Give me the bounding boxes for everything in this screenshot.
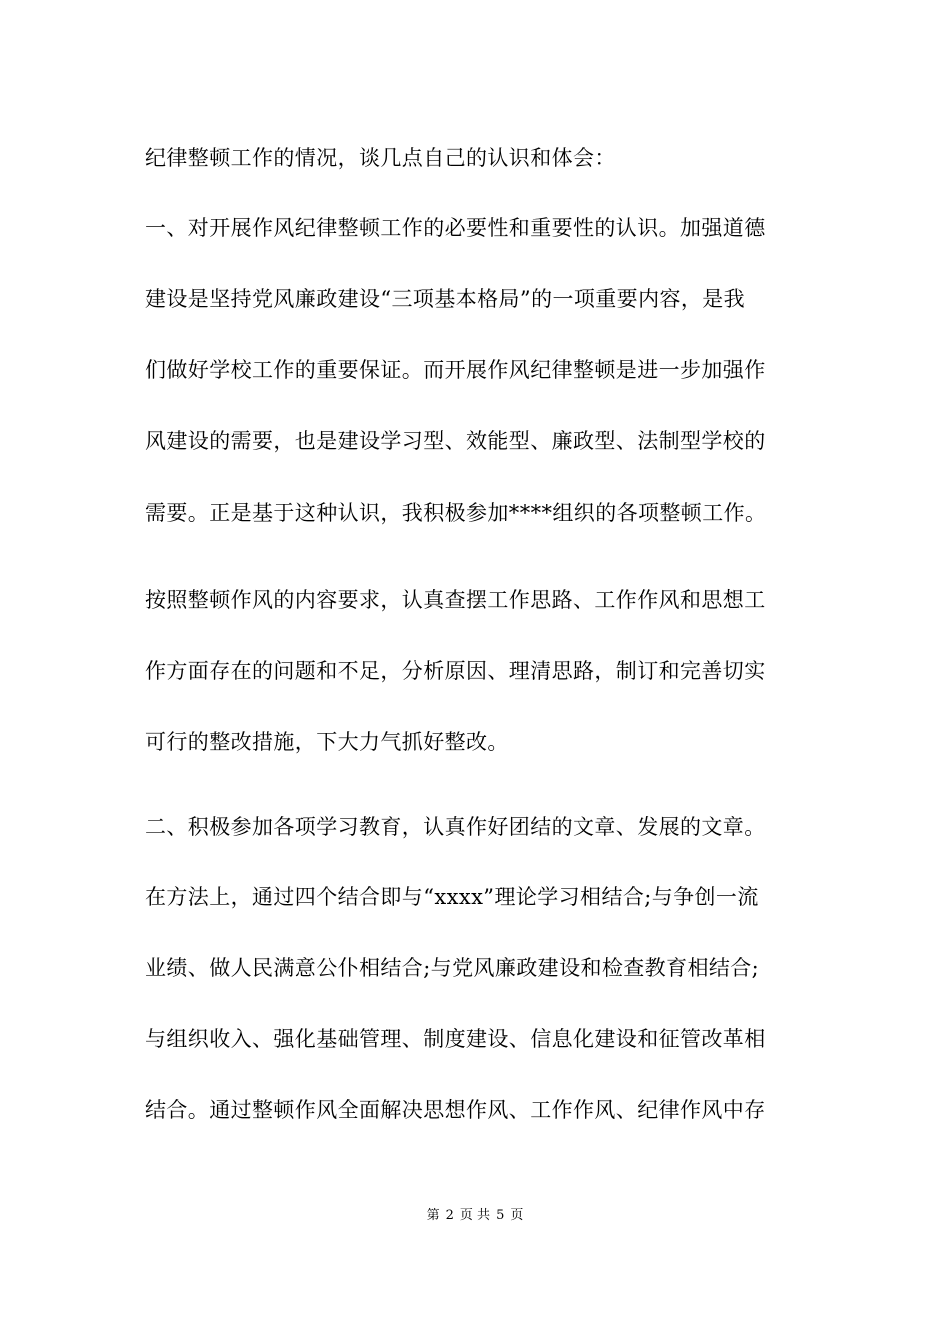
body-text-line: 风建设的需要，也是建设学习型、效能型、廉政型、法制型学校的 bbox=[145, 429, 766, 453]
body-text-line: 纪律整顿工作的情况，谈几点自己的认识和体会： bbox=[145, 146, 616, 170]
page-label-prefix: 第 bbox=[426, 1208, 440, 1223]
body-text-line: 业绩、做人民满意公仆相结合;与党风廉政建设和检查教育相结合; bbox=[145, 956, 760, 980]
page-label-suffix: 页 bbox=[510, 1208, 524, 1223]
body-text-line: 结合。通过整顿作风全面解决思想作风、工作作风、纪律作风中存 bbox=[145, 1098, 766, 1122]
total-pages-number: 5 bbox=[496, 1208, 505, 1223]
current-page-number: 2 bbox=[445, 1208, 454, 1223]
body-text-line: 按照整顿作风的内容要求，认真查摆工作思路、工作作风和思想工 bbox=[145, 588, 766, 612]
body-text-line: 在方法上，通过四个结合即与“xxxx”理论学习相结合;与争创一流 bbox=[145, 885, 759, 909]
body-text-line: 作方面存在的问题和不足，分析原因、理清思路，制订和完善切实 bbox=[145, 659, 766, 683]
body-text-line: 二、积极参加各项学习教育，认真作好团结的文章、发展的文章。 bbox=[145, 815, 766, 839]
body-text-line: 一、对开展作风纪律整顿工作的必要性和重要性的认识。加强道德 bbox=[145, 216, 766, 240]
body-text-line: 建设是坚持党风廉政建设“三项基本格局”的一项重要内容，是我 bbox=[145, 287, 746, 311]
body-text-line: 们做好学校工作的重要保证。而开展作风纪律整顿是进一步加强作 bbox=[145, 358, 766, 382]
body-text-line: 需要。正是基于这种认识，我积极参加****组织的各项整顿工作。 bbox=[145, 501, 767, 525]
body-text-line: 可行的整改措施，下大力气抓好整改。 bbox=[145, 730, 509, 754]
body-text-line: 与组织收入、强化基础管理、制度建设、信息化建设和征管改革相 bbox=[145, 1027, 766, 1051]
page-label-mid: 页 共 bbox=[459, 1208, 491, 1223]
page-footer bbox=[0, 1207, 950, 1225]
